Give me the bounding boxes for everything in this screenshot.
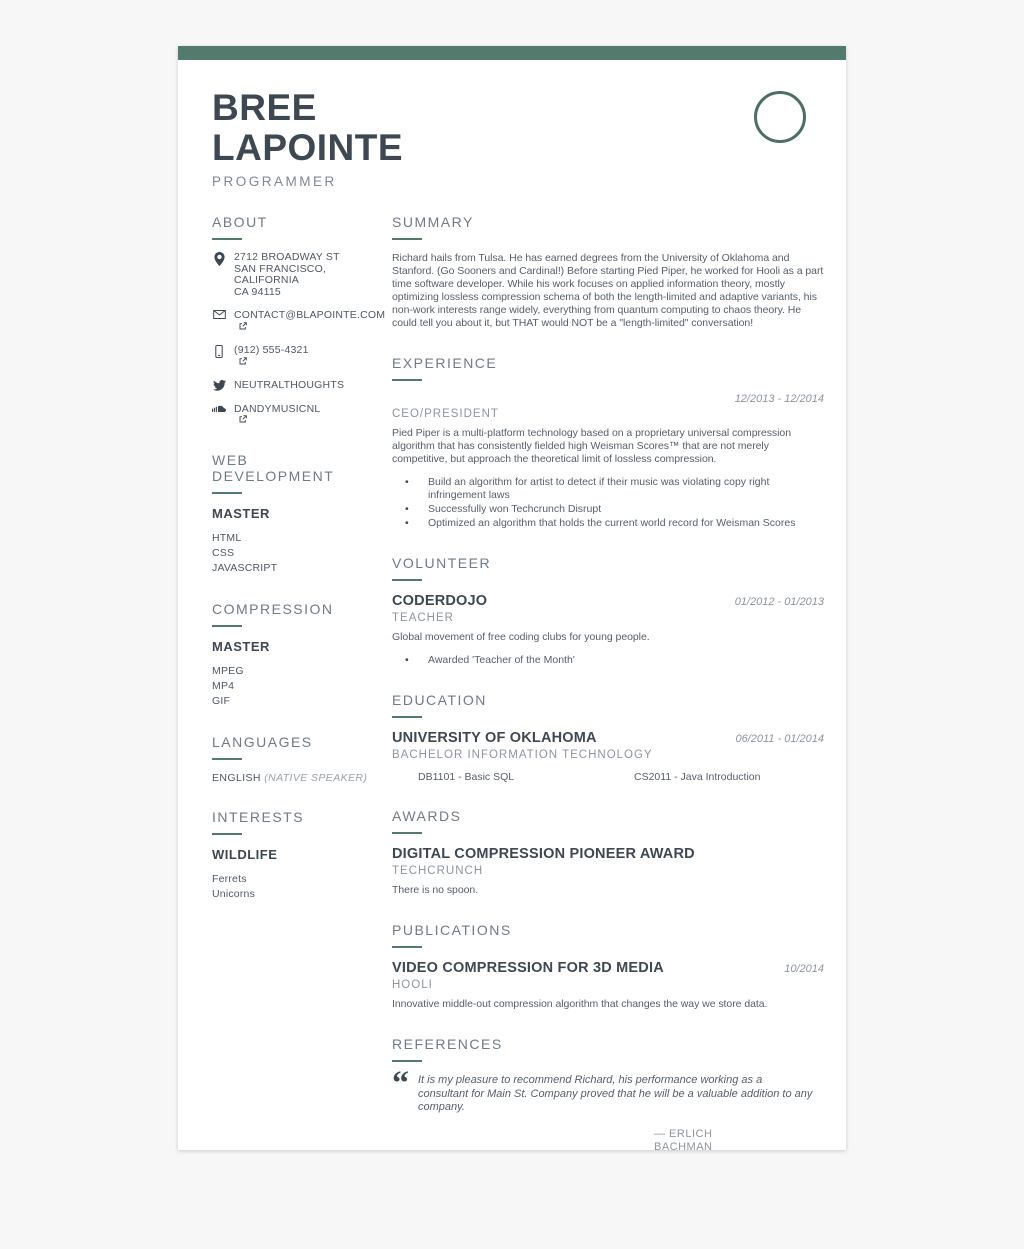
volunteer-description: Global movement of free coding clubs for young people.	[392, 631, 650, 643]
skill-item: MP4	[212, 679, 235, 692]
award-description: There is no spoon.	[392, 884, 479, 896]
accent-topbar	[178, 46, 846, 60]
volunteer-heading: VOLUNTEER	[392, 555, 492, 571]
about-section	[212, 214, 386, 427]
bullet-item: • Successfully won Techcrunch Disrupt	[392, 503, 824, 516]
awards-section	[392, 808, 824, 897]
education-date: 06/2011 - 01/2014	[735, 733, 824, 745]
section-underline	[212, 758, 242, 760]
attribution-line: BACHMAN	[654, 1140, 713, 1150]
external-link-icon	[239, 322, 385, 334]
bullet-item: • Optimized an algorithm that holds the current world record for Weisman Scores	[392, 517, 824, 530]
skill-level: MASTER	[212, 505, 270, 521]
reference-attribution	[654, 1128, 774, 1151]
award-issuer: TECHCRUNCH	[392, 865, 484, 877]
publication-entry	[392, 960, 824, 1011]
skill-item: JAVASCRIPT	[212, 561, 278, 574]
interest-category: WILDLIFE	[212, 846, 278, 862]
mobile-phone-icon	[212, 345, 226, 358]
address-row	[212, 252, 370, 298]
languages-section	[212, 734, 370, 784]
course-item: CS2011 - Java Introduction	[634, 771, 761, 783]
about-heading: ABOUT	[212, 214, 268, 230]
languages-heading: LANGUAGES	[212, 733, 313, 750]
skill-group-heading: WEB DEVELOPMENT	[212, 451, 335, 484]
award-entry	[392, 846, 824, 897]
soundcloud-handle[interactable]: DANDYMUSICNL	[234, 402, 321, 415]
education-entry	[392, 730, 824, 783]
section-underline	[392, 716, 422, 718]
course-item: DB1101 - Basic SQL	[418, 771, 515, 783]
email-row[interactable]	[212, 309, 386, 333]
reference-quote-block	[392, 1065, 824, 1115]
section-underline	[212, 492, 242, 494]
publication-date: 10/2014	[784, 963, 824, 975]
references-section	[392, 1036, 824, 1150]
summary-section	[392, 214, 824, 330]
experience-entry	[392, 393, 824, 530]
skill-item: CSS	[212, 546, 235, 559]
education-school: UNIVERSITY OF OKLAHOMA	[392, 730, 597, 746]
avatar	[754, 91, 806, 143]
skill-section-web-development	[212, 452, 370, 576]
language-note: (NATIVE SPEAKER)	[264, 771, 368, 784]
reference-quote-text: It is my pleasure to recommend Richard, his performance working as a consultant for Main St. Company proved that he will be a valuable addition to any company.	[418, 1074, 813, 1113]
education-section	[392, 692, 824, 783]
envelope-icon	[212, 310, 226, 319]
language-item	[212, 772, 370, 784]
education-heading: EDUCATION	[392, 692, 487, 708]
volunteer-bullet-list	[392, 654, 824, 667]
section-underline	[392, 379, 422, 381]
experience-bullet-list	[392, 476, 824, 530]
skill-level: MASTER	[212, 638, 270, 654]
awards-heading: AWARDS	[392, 808, 462, 824]
publication-description: Innovative middle-out compression algorithm that changes the way we store data.	[392, 998, 768, 1010]
interest-item: Unicorns	[212, 887, 256, 900]
interest-item: Ferrets	[212, 872, 247, 885]
volunteer-date: 01/2012 - 01/2013	[734, 596, 824, 608]
interests-heading: INTERESTS	[212, 808, 305, 825]
volunteer-org: CODERDOJO	[392, 593, 488, 609]
skill-item: HTML	[212, 531, 242, 544]
volunteer-entry	[392, 593, 824, 667]
volunteer-section	[392, 555, 824, 667]
section-underline	[392, 1060, 422, 1062]
experience-description: Pied Piper is a multi-platform technology based on a proprietary universal compression algorithm that has consistently fielded high Weisman Scores™ that are not merely competitive, but approach the theoretical limit of lossless compression.	[392, 427, 791, 465]
last-name: LAPOINTE	[212, 127, 404, 168]
section-underline	[212, 833, 242, 835]
section-underline	[392, 579, 422, 581]
address-text	[234, 252, 370, 298]
award-title: DIGITAL COMPRESSION PIONEER AWARD	[392, 846, 695, 862]
course-list	[392, 771, 824, 783]
summary-heading: SUMMARY	[392, 214, 474, 230]
publications-heading: PUBLICATIONS	[392, 922, 512, 938]
section-underline	[392, 946, 422, 948]
email-value[interactable]: CONTACT@BLAPOINTE.COM	[234, 309, 386, 321]
section-underline	[392, 238, 422, 240]
attribution-line: — ERLICH	[654, 1127, 713, 1140]
job-title: PROGRAMMER	[212, 174, 337, 189]
publication-publisher: HOOLI	[392, 979, 433, 991]
summary-text: Richard hails from Tulsa. He has earned degrees from the University of Oklahoma and Stanford. (Go Sooners and Cardinal!) Before starting Pied Piper, he worked for Hooli as a part time software developer. While his work focuses on applied information theory, mostly optimizing lossless compression schema of both the length-limited and adaptive variants, his non-work interests range widely, everything from quantum computing to chaos theory. He could tell you about it, but THAT would NOT be a "length-limited" conversation!	[392, 252, 824, 329]
phone-row[interactable]	[212, 345, 370, 368]
first-name: BREE	[212, 87, 317, 128]
resume-header	[178, 60, 846, 189]
main-column	[392, 214, 824, 1150]
references-heading: REFERENCES	[392, 1036, 503, 1052]
publications-section	[392, 922, 824, 1011]
external-link-icon	[239, 357, 309, 369]
experience-date: 12/2013 - 12/2014	[734, 393, 824, 405]
phone-value[interactable]: (912) 555-4321	[234, 344, 309, 356]
address-line: SAN FRANCISCO, CALIFORNIA	[234, 262, 327, 286]
address-line: CA 94115	[234, 285, 281, 298]
volunteer-role: TEACHER	[392, 612, 454, 624]
education-degree: BACHELOR INFORMATION TECHNOLOGY	[392, 749, 653, 761]
skill-item: MPEG	[212, 664, 244, 677]
twitter-row	[212, 380, 370, 392]
resume-page	[178, 46, 846, 1150]
candidate-name	[212, 88, 802, 168]
section-underline	[392, 832, 422, 834]
experience-heading: EXPERIENCE	[392, 355, 498, 371]
double-quote-icon: “	[392, 1065, 409, 1102]
resume-body	[178, 189, 846, 1150]
bullet-item: • Build an algorithm for artist to detect if their music was violating copy right infringement laws	[392, 476, 824, 502]
sidebar	[212, 214, 386, 1150]
skill-group-heading: COMPRESSION	[212, 600, 334, 617]
twitter-handle: NEUTRALTHOUGHTS	[234, 379, 345, 391]
section-underline	[212, 625, 242, 627]
soundcloud-icon	[212, 404, 226, 413]
section-underline	[212, 238, 242, 240]
interests-section	[212, 809, 370, 902]
soundcloud-row[interactable]	[212, 404, 370, 427]
experience-section	[392, 355, 824, 530]
skill-section-compression	[212, 601, 370, 709]
bullet-item: • Awarded 'Teacher of the Month'	[392, 654, 824, 667]
language-name: ENGLISH	[212, 771, 261, 784]
publication-title: VIDEO COMPRESSION FOR 3D MEDIA	[392, 960, 664, 976]
address-line: 2712 BROADWAY ST	[234, 251, 340, 263]
location-pin-icon	[212, 252, 226, 266]
twitter-bird-icon	[212, 380, 226, 391]
external-link-icon	[239, 415, 320, 427]
experience-role: CEO/PRESIDENT	[392, 408, 499, 420]
skill-item: GIF	[212, 694, 231, 707]
